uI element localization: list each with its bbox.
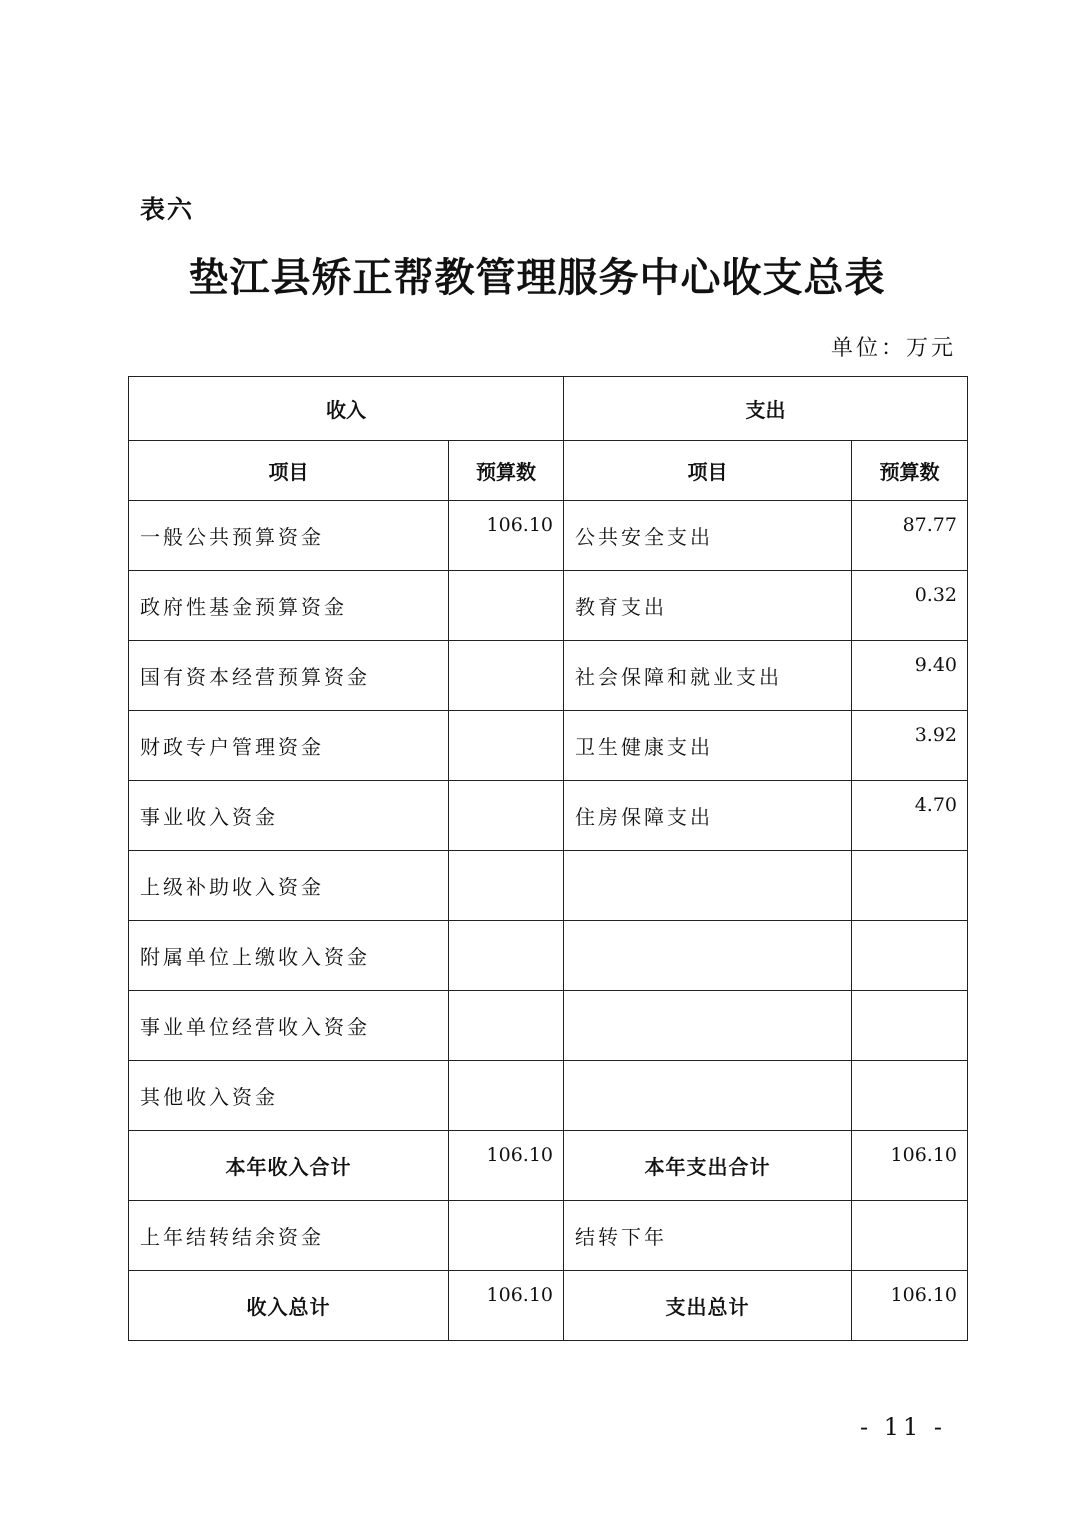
income-budget-cell [449,571,564,641]
carryover-row [129,1201,968,1271]
carryover-income-label: 上年结转结余资金 [129,1201,449,1271]
expense-item-cell [564,851,852,921]
carryover-expense-value [852,1201,968,1271]
expense-item-cell [564,991,852,1061]
income-budget-header: 预算数 [449,441,564,501]
income-budget-cell [449,991,564,1061]
column-header-row [129,441,968,501]
carryover-income-value [449,1201,564,1271]
expense-budget-cell: 87.77 [852,501,968,571]
expense-budget-cell [852,991,968,1061]
income-budget-cell [449,641,564,711]
income-item-cell: 财政专户管理资金 [129,711,449,781]
table-row [129,641,968,711]
expense-budget-header: 预算数 [852,441,968,501]
grand-total-row [129,1271,968,1341]
income-item-cell: 国有资本经营预算资金 [129,641,449,711]
expense-budget-cell: 9.40 [852,641,968,711]
expense-item-cell: 社会保障和就业支出 [564,641,852,711]
table-row [129,501,968,571]
table-row [129,991,968,1061]
income-item-cell: 附属单位上缴收入资金 [129,921,449,991]
expense-item-cell [564,1061,852,1131]
expense-budget-cell [852,851,968,921]
income-item-cell: 上级补助收入资金 [129,851,449,921]
income-budget-cell [449,1061,564,1131]
year-income-total-label: 本年收入合计 [129,1131,449,1201]
expense-item-cell: 教育支出 [564,571,852,641]
income-budget-cell [449,921,564,991]
expense-budget-cell [852,1061,968,1131]
grand-income-total-label: 收入总计 [129,1271,449,1341]
expense-item-cell: 公共安全支出 [564,501,852,571]
year-income-total-value: 106.10 [449,1131,564,1201]
table-label: 表六 [140,195,195,224]
carryover-expense-label: 结转下年 [564,1201,852,1271]
income-budget-cell [449,851,564,921]
grand-expense-total-value: 106.10 [852,1271,968,1341]
year-total-row [129,1131,968,1201]
expense-section-header: 支出 [564,377,968,441]
expense-budget-cell: 4.70 [852,781,968,851]
grand-income-total-value: 106.10 [449,1271,564,1341]
income-item-cell: 其他收入资金 [129,1061,449,1131]
page-number: - 11 - [859,1413,946,1441]
income-budget-cell [449,711,564,781]
income-item-cell: 事业单位经营收入资金 [129,991,449,1061]
unit-label: 单位：万元 [830,336,956,361]
table-row [129,781,968,851]
year-expense-total-value: 106.10 [852,1131,968,1201]
year-expense-total-label: 本年支出合计 [564,1131,852,1201]
budget-table [128,376,968,1341]
expense-item-cell [564,921,852,991]
income-section-header: 收入 [129,377,564,441]
grand-expense-total-label: 支出总计 [564,1271,852,1341]
table-row [129,1061,968,1131]
income-item-cell: 一般公共预算资金 [129,501,449,571]
expense-budget-cell: 0.32 [852,571,968,641]
income-item-cell: 事业收入资金 [129,781,449,851]
table-row [129,851,968,921]
expense-item-cell: 卫生健康支出 [564,711,852,781]
income-budget-cell [449,781,564,851]
expense-item-cell: 住房保障支出 [564,781,852,851]
section-header-row [129,377,968,441]
table-row [129,571,968,641]
expense-budget-cell [852,921,968,991]
income-item-header: 项目 [129,441,449,501]
income-budget-cell: 106.10 [449,501,564,571]
income-item-cell: 政府性基金预算资金 [129,571,449,641]
expense-item-header: 项目 [564,441,852,501]
page-title: 垫江县矫正帮教管理服务中心收支总表 [188,254,886,301]
expense-budget-cell: 3.92 [852,711,968,781]
table-row [129,711,968,781]
table-row [129,921,968,991]
